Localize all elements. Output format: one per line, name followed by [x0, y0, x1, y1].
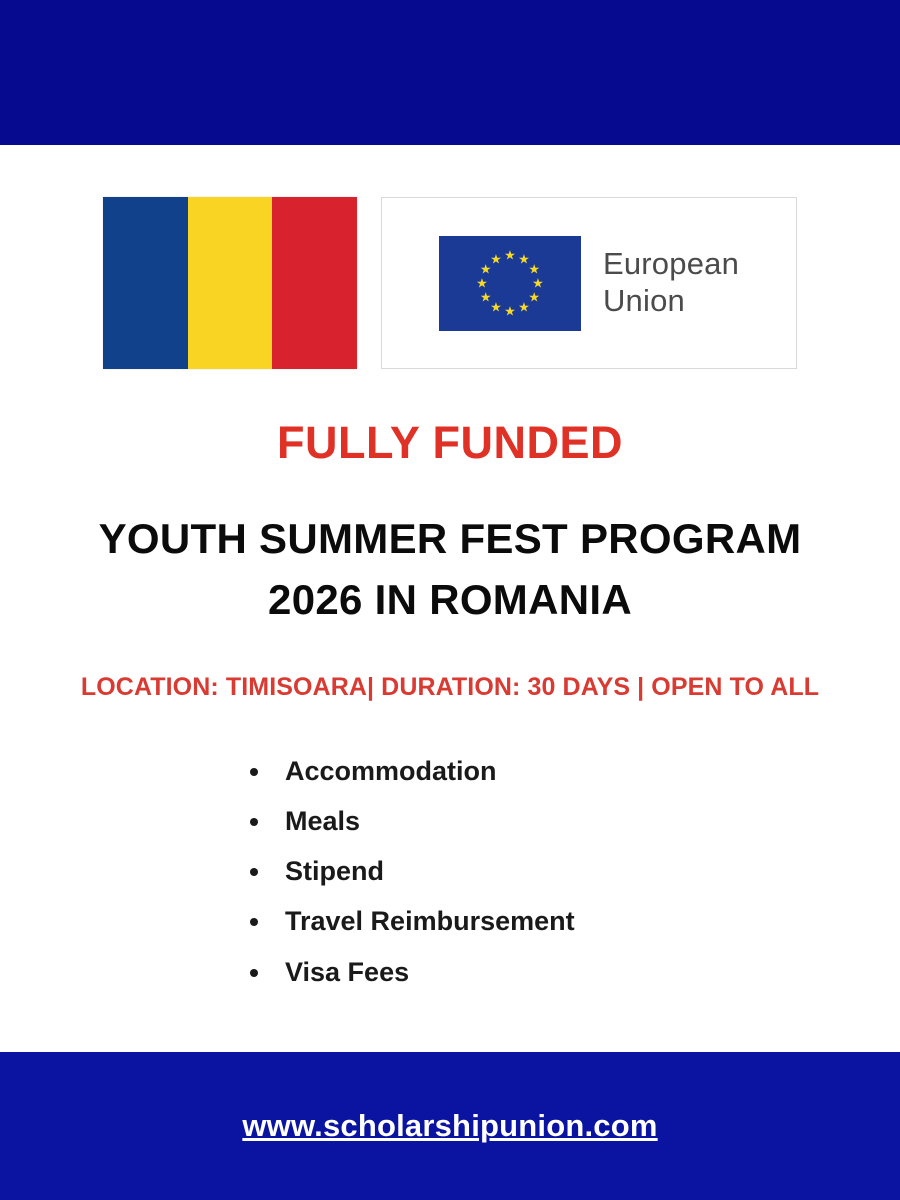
list-item: • Meals: [273, 796, 665, 846]
eu-flag-icon: [439, 236, 581, 331]
fully-funded-badge: FULLY FUNDED: [276, 417, 624, 468]
romania-flag-icon: [103, 197, 357, 369]
bottom-color-band: [0, 1052, 900, 1200]
flag-stripe-blue: [103, 197, 188, 369]
eu-star-icon: ★: [479, 289, 492, 305]
benefits-list: [235, 746, 665, 997]
eu-logo-label: [603, 246, 739, 319]
page-title: [99, 509, 802, 631]
eu-star-icon: ★: [528, 289, 541, 305]
eu-star-icon: ★: [518, 251, 530, 267]
european-union-logo: [381, 197, 797, 369]
page-title-line1: YOUTH SUMMER FEST PROGRAM: [98, 515, 802, 562]
eu-star-icon: ★: [476, 275, 488, 291]
program-details-line: LOCATION: TIMISOARA| DURATION: 30 DAYS | OPEN TO ALL: [80, 672, 820, 701]
logo-row: [0, 197, 900, 369]
eu-star-icon: ★: [518, 299, 530, 315]
flag-stripe-yellow: [188, 197, 273, 369]
eu-star-icon: ★: [490, 299, 502, 315]
list-item: • Visa Fees: [273, 947, 665, 997]
list-item: • Stipend: [273, 846, 665, 896]
top-color-band: [0, 0, 900, 145]
eu-star-icon: ★: [528, 261, 541, 277]
poster-content: [0, 145, 900, 1052]
eu-logo-label-line2: Union: [602, 283, 685, 318]
list-item: • Accommodation: [273, 746, 665, 796]
eu-star-icon: ★: [504, 247, 516, 263]
eu-star-icon: ★: [504, 303, 516, 319]
eu-logo-label-line1: European: [602, 246, 740, 282]
flag-stripe-red: [272, 197, 357, 369]
eu-star-icon: ★: [532, 275, 544, 291]
page-title-line2: 2026 IN ROMANIA: [268, 575, 632, 623]
eu-star-icon: ★: [479, 261, 492, 277]
eu-star-icon: ★: [490, 251, 502, 267]
website-link[interactable]: www.scholarshipunion.com: [242, 1108, 658, 1143]
list-item: • Travel Reimbursement: [273, 896, 665, 946]
